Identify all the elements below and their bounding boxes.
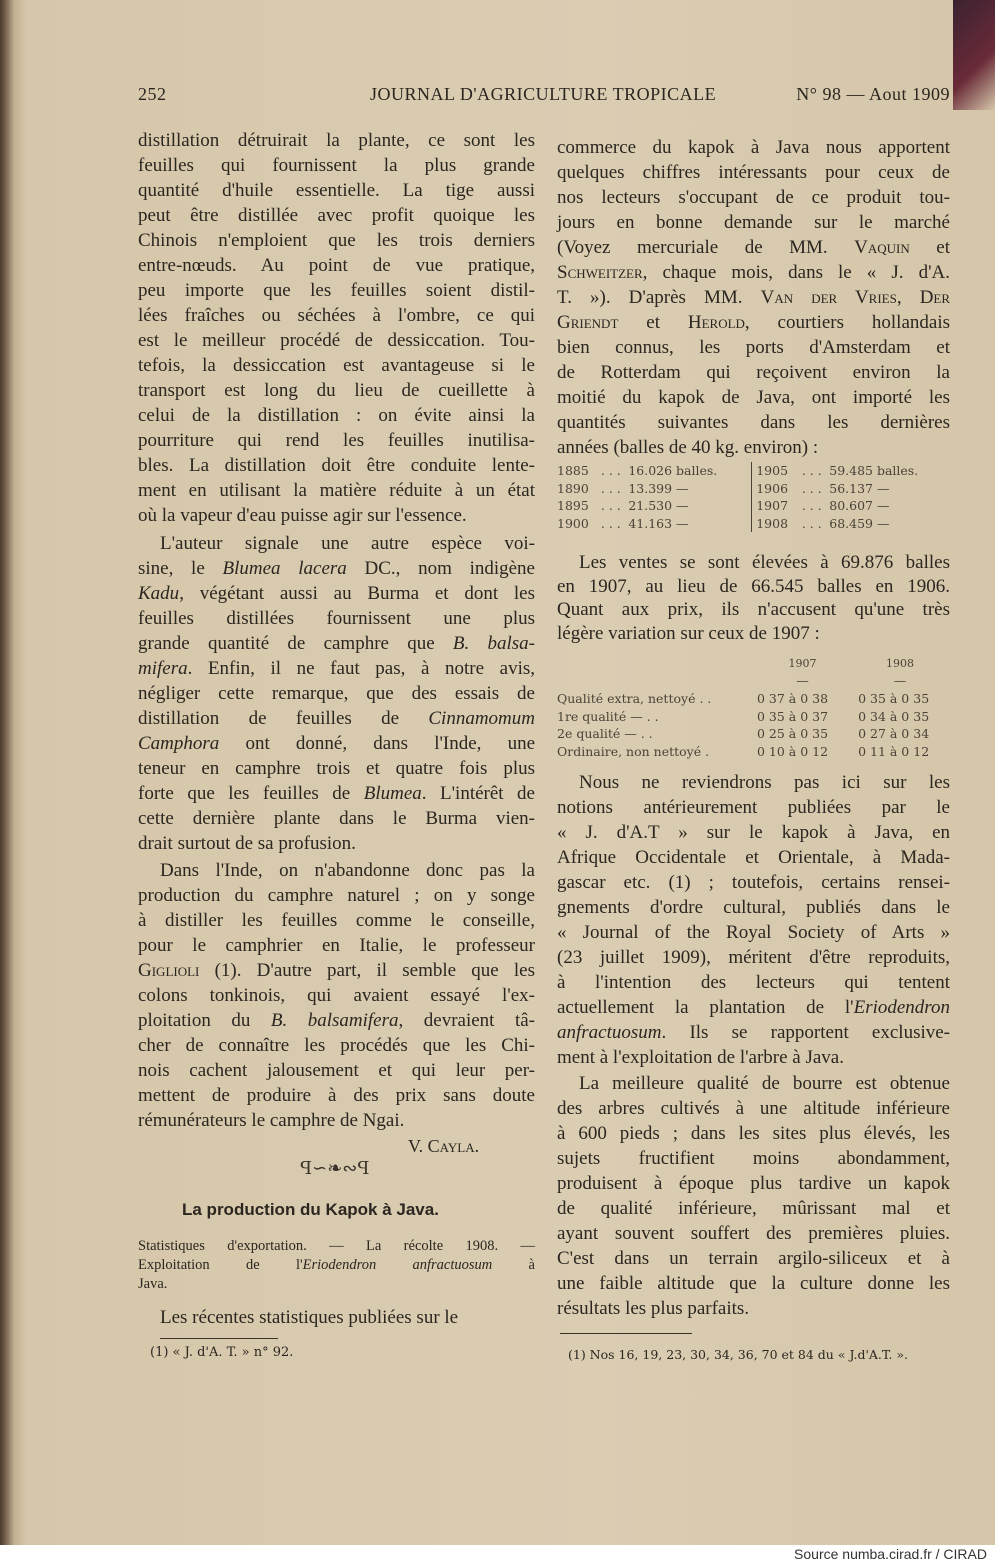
leader-dots: . . . [600,463,621,479]
text: à distiller les feuilles comme le conseille, [138,910,535,931]
text: de qualité inférieure, mûrissant mal et [557,1198,950,1219]
paragraph [138,531,535,856]
text: commerce du kapok à Java nous apportent [557,137,950,158]
text: , végétant aussi au Burma et dont les [179,583,535,604]
text-line [138,203,535,228]
text-line [557,622,950,646]
italic-text: Eriodendron anfractuosum [302,1257,493,1273]
text-line [557,1146,950,1171]
text: distillation détruirait la plante, ce sont les [138,130,535,151]
text: Statistiques d'exportation. — La récolte 1908. — [138,1238,535,1254]
text-line [138,556,535,581]
text-line [557,1171,950,1196]
italic-text: mifera [138,658,188,679]
row-label: 1re qualité — . . [557,708,659,724]
text-line [557,185,950,210]
text: Quant aux prix, ils n'accusent qu'une très [557,599,950,620]
text: sine, le [138,558,223,579]
text-line [557,551,950,575]
signature: V. Cayla. [408,1136,480,1156]
table-cell: 1900 [557,515,589,531]
paragraph [138,128,535,528]
italic-text: Blumea lacera [222,558,347,579]
text: ment à l'exploitation de l'arbre à Java. [557,1047,844,1068]
text: années (balles de 40 kg. environ) : [557,437,819,458]
text: peu importe que les feuilles soient distil- [138,280,535,301]
text-line [138,631,535,656]
text: nois cachent jalousement et qui leur per- [138,1060,535,1081]
text: où la vapeur d'eau puisse agir sur l'essence. [138,505,467,526]
text-line [557,360,950,385]
article-subtitle [138,1237,535,1294]
table-row [557,708,952,726]
leader-dots: . . . [801,463,822,479]
text: résultats les plus parfaits. [557,1298,750,1319]
paragraph [138,858,535,1133]
text: nos lecteurs s'occupant de ce produit tou- [557,187,950,208]
price-1907: 0 10 à 0 12 [757,743,829,759]
text-line [557,1045,950,1070]
text: pourriture qui rend les feuilles inutilisa- [138,430,535,451]
text: feuilles distillées fournissent une plus [138,608,535,629]
small-caps-name: Schweitzer [557,262,643,283]
text: (1). D'autre part, il semble que les [199,960,535,981]
text-line [138,756,535,781]
table-cell: 1905 [752,462,802,480]
table-cell: 41.163 — [628,515,689,531]
leader-dots: . . . [801,515,822,531]
text: ment en utilisant la matière réduite à un état [138,480,535,501]
table-cell: 1885 [557,463,589,479]
binding-corner [953,0,995,110]
text-line [557,945,950,970]
text: « J. d'A.T » sur le kapok à Java, en [557,822,950,843]
text-line [138,1256,535,1275]
leader-dots: . . . [600,515,621,531]
text-line [557,895,950,920]
header-rule-row [557,673,952,691]
text: tefois, la dessiccation est avantageuse si le [138,355,535,376]
text-line [557,1020,950,1045]
text-line [138,531,535,556]
empty-cell [557,673,757,691]
table-cell: 13.399 — [628,480,689,496]
text-line [557,385,950,410]
text: distillation de feuilles de [138,708,429,729]
table-cell: 1895 [557,498,589,514]
text-line [138,731,535,756]
row-label: Qualité extra, nettoyé . . [557,691,712,707]
table-row [557,690,952,708]
text-line [138,831,535,856]
text-line [557,135,950,160]
text: Chinois n'emploient que les trois derniers [138,230,535,251]
footnote: (1) « J. d'A. T. » n° 92. [150,1345,294,1360]
small-caps-name: Giglioli [138,960,200,981]
text-line [557,1071,950,1096]
text: , devraient tâ- [398,1010,536,1031]
table-cell: 1908 [752,515,802,533]
text-line [138,1033,535,1058]
text: et [618,312,688,333]
text-line [138,1305,535,1330]
header-dash: — [893,673,907,689]
text: ayant souvent souffert des premières pluies. [557,1223,950,1244]
text-line [557,575,950,599]
text-line [557,1096,950,1121]
text-line [557,1121,950,1146]
text: ploitation du [138,1010,271,1031]
text: Les ventes se sont élevées à 69.876 balles [579,552,950,573]
text-line [557,435,950,460]
text-line [138,908,535,933]
text-line [138,1083,535,1108]
table-cell: 1890 [557,480,589,496]
text: lées fraîches ou séchées à l'ombre, ce qui [138,305,535,326]
price-1908: 0 34 à 0 35 [858,708,930,724]
column-header: 1908 [886,657,915,671]
text-line [557,160,950,185]
text: grande quantité de camphre que [138,633,453,654]
table-row [557,497,952,515]
italic-text: Eriodendron [853,997,950,1018]
text: en 1907, au lieu de 66.545 balles en 1906. [557,575,950,597]
row-label: 2e qualité — . . [557,726,653,742]
text: sujets fructifient moins abondamment, [557,1148,950,1169]
price-1908: 0 11 à 0 12 [858,743,930,759]
header-row [557,655,952,673]
text: cette dernière plante dans le Burma vien- [138,808,535,829]
text: transport est long du lieu de cueillette à [138,380,535,401]
text-line [138,681,535,706]
text-line [138,253,535,278]
text-line [557,795,950,820]
footnote-rule [160,1338,278,1339]
text: produisent à époque plus tardive un kapok [557,1173,950,1194]
leader-dots: . . . [801,480,822,496]
text-line [557,970,950,995]
text-line [138,1058,535,1083]
price-1907: 0 25 à 0 35 [757,726,829,742]
text: peut être distillée avec profit quoique les [138,205,535,226]
text-line [557,995,950,1020]
italic-text: B. balsa- [452,633,536,654]
column-header: 1907 [788,657,817,671]
text: Afrique Occidentale et Orientale, à Mada- [557,847,950,868]
text-line [557,210,950,235]
text-line [557,260,950,285]
italic-text: Kadu [138,583,180,604]
text-line [138,958,535,983]
text: forte que les feuilles de [138,783,364,804]
text: légère variation sur ceux de 1907 : [557,622,820,644]
source-credit: Source numba.cirad.fr / CIRAD [794,1546,987,1562]
table-cell: 80.607 — [829,498,890,514]
text: moitié du kapok de Java, ont importé les [557,387,950,408]
text: une faible altitude que la culture donne les [557,1273,950,1294]
paragraph [557,551,950,645]
text: . L'intérêt de [421,783,535,804]
text: mettent de produire à des prix sans doute [138,1085,535,1106]
text-line [138,581,535,606]
text-line [138,328,535,353]
leader-dots: . . . [600,498,621,514]
text: entre-nœuds. Au point de vue pratique, [138,255,535,276]
text: actuellement la plantation de l' [557,997,854,1018]
page-number: 252 [138,84,167,104]
text-line [138,453,535,478]
text-line [138,178,535,203]
text: , [896,287,920,308]
text: est le meilleur procédé de dessiccation. Tou- [138,330,535,351]
paragraph [557,135,950,460]
italic-text: Blumea [363,783,422,804]
text-line [138,278,535,303]
text: notions antérieurement publiées par le [557,797,950,818]
text: Les récentes statistiques publiées sur le [160,1307,459,1328]
text-line [557,1296,950,1321]
table-row [557,743,952,761]
text: quantités suivantes dans les dernières [557,412,950,433]
text-line [557,870,950,895]
text: celui de la distillation : on évite ainsi la [138,405,535,426]
table-row [557,480,952,498]
text-line [138,656,535,681]
text: de Rotterdam qui reçoivent environ la [557,362,950,383]
italic-text: anfractuosum [557,1022,662,1043]
price-1907: 0 37 à 0 38 [757,691,829,707]
header-dash: — [796,673,809,689]
text-line [557,770,950,795]
table-cell: 56.137 — [829,480,890,496]
text-line [557,310,950,335]
text-line [557,1271,950,1296]
text: T. »). D'après MM. [557,287,761,308]
text: feuilles qui fournissent la plus grande [138,155,535,176]
text-line [138,858,535,883]
small-caps-name: Herold [687,312,745,333]
text-line [557,920,950,945]
text: La meilleure qualité de bourre est obtenue [579,1073,950,1094]
text: (23 juillet 1909), méritent d'être reproduits, [557,947,950,968]
text: gascar etc. (1) ; toutefois, certains rensei- [557,872,950,893]
text-line [138,1275,535,1294]
text-line [138,706,535,731]
text: quantité d'huile essentielle. La tige aussi [138,180,535,201]
paragraph [138,1305,535,1330]
italic-text: Cinnamomum [428,708,535,729]
text-line [557,1196,950,1221]
text: DC., nom indigène [346,558,535,579]
text: Java. [138,1276,168,1292]
price-1908: 0 27 à 0 34 [858,726,930,742]
text-line [557,1221,950,1246]
text-line [138,883,535,908]
text: , chaque mois, dans le « J. d'A. [642,262,950,283]
text-line [138,303,535,328]
text: pour le camphrier en Italie, le professeur [138,935,535,956]
text-line [138,353,535,378]
text-line [557,285,950,310]
text-line [557,1246,950,1271]
text: Exploitation de l' [138,1257,303,1273]
text-line [557,845,950,870]
footnote-rule [560,1333,692,1334]
text: à [492,1257,535,1273]
table-cell: 1906 [752,480,802,498]
text: , courtiers hollandais [744,312,950,333]
text-line [138,128,535,153]
text-line [138,503,535,528]
prices-table [557,655,952,760]
text: des arbres cultivés à une altitude inférieure [557,1098,950,1119]
text: bien connus, les ports d'Amsterdam et [557,337,950,358]
empty-cell [557,655,757,673]
text: gnements d'ordre cultural, publiés dans le [557,897,950,918]
text-line [138,403,535,428]
text-line [138,428,535,453]
text-line [138,781,535,806]
text: drait surtout de sa profusion. [138,833,356,854]
text-line [138,1237,535,1256]
leader-dots: . . . [801,498,822,514]
text: . Ils se rapportent exclusive- [661,1022,950,1043]
footnote: (1) Nos 16, 19, 23, 30, 34, 36, 70 et 84 du « J.d'A.T. ». [568,1347,908,1362]
text-line [138,1008,535,1033]
paragraph [557,1071,950,1321]
text: à l'intention des lecteurs qui tentent [557,972,950,993]
text: L'auteur signale une autre espèce voi- [160,533,535,554]
small-caps-name: Der [919,287,951,308]
text-line [138,806,535,831]
article-title: La production du Kapok à Java. [182,1200,439,1219]
text: ont donné, dans l'Inde, une [219,733,535,754]
small-caps-name: Van der Vries [760,287,897,308]
table-cell: 1907 [752,497,802,515]
text-line [138,378,535,403]
text-line [557,820,950,845]
text: C'est dans un terrain argilo-siliceux et à [557,1248,950,1269]
table-cell: 16.026 balles. [628,463,718,479]
text: quelques chiffres intéressants pour ceux de [557,162,950,183]
text: (Voyez mercuriale de MM. [557,237,855,258]
imports-table [557,462,952,532]
italic-text: Camphora [138,733,220,754]
text-line [138,478,535,503]
text: teneur en camphre trois et quatre fois plus [138,758,535,779]
text-line [557,335,950,360]
text-line [138,1108,535,1133]
small-caps-name: Vaquin [854,237,910,258]
table-cell: 59.485 balles. [829,463,919,479]
table-row [557,462,952,480]
issue-info: N° 98 — Aout 1909 [796,84,950,104]
text: et [909,237,950,258]
italic-text: B. balsamifera [270,1010,399,1031]
paragraph [557,770,950,1070]
row-label: Ordinaire, non nettoyé . [557,743,710,759]
text: production du camphre naturel ; on y songe [138,885,535,906]
text: « Journal of the Royal Society of Arts » [557,922,950,943]
running-header [138,84,950,110]
text-line [138,933,535,958]
table-row [557,725,952,743]
text-line [138,153,535,178]
text: colons tonkinois, qui avaient essayé l'ex- [138,985,535,1006]
text: négliger cette remarque, que des essais de [138,683,535,704]
text: Nous ne reviendrons pas ici sur les [579,772,950,793]
text: bles. La distillation doit être conduite lente- [138,455,535,476]
table-row [557,515,952,533]
text: Dans l'Inde, on n'abandonne donc pas la [160,860,535,881]
journal-title: JOURNAL D'AGRICULTURE TROPICALE [370,84,717,104]
leader-dots: . . . [600,480,621,496]
text: rémunérateurs le camphre de Ngai. [138,1110,405,1131]
text-line [138,606,535,631]
price-1908: 0 35 à 0 35 [858,691,930,707]
ornament-divider: ꟼ∽❧∾ꟼ [300,1158,370,1178]
text-line [557,235,950,260]
text: . Enfin, il ne faut pas, à notre avis, [187,658,535,679]
text-line [557,410,950,435]
table-cell: 68.459 — [829,515,890,531]
table-cell: 21.530 — [628,498,689,514]
text: jours en bonne demande sur le marché [557,212,950,233]
text-line [138,983,535,1008]
price-1907: 0 35 à 0 37 [757,708,829,724]
small-caps-name: Griendt [557,312,619,333]
text-line [138,228,535,253]
text: à 600 pieds ; dans les sites plus élevés, les [557,1123,950,1144]
text-line [557,598,950,622]
text: cher de connaître les procédés que les Chi- [138,1035,535,1056]
